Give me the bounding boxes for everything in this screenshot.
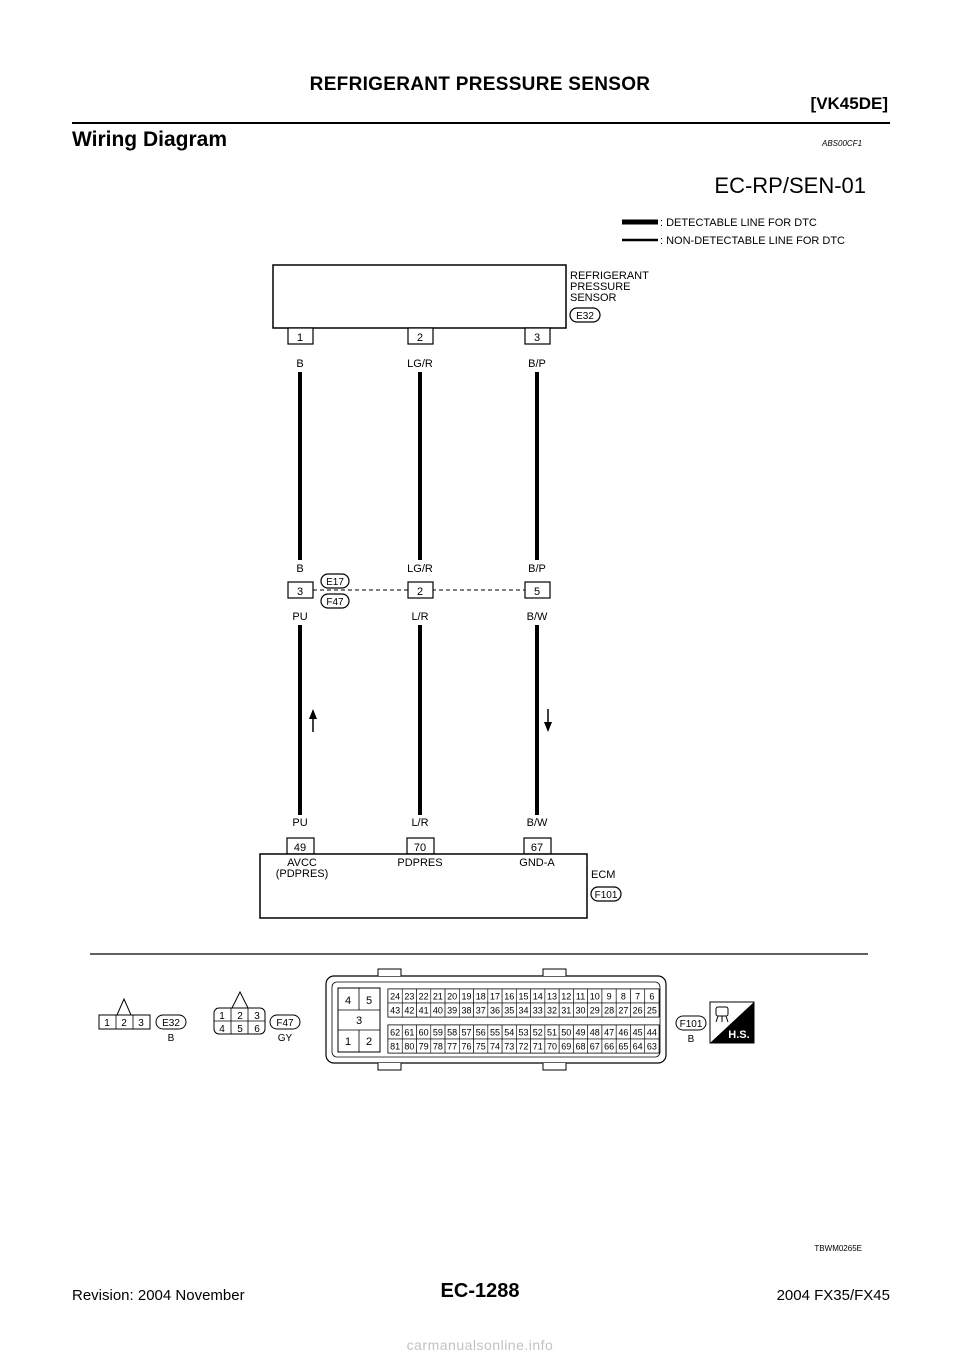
- sensor-connector-id: E32: [576, 311, 594, 322]
- sensor-wire-color-2: LG/R: [407, 358, 433, 370]
- f101-left-pin-5: 5: [365, 995, 373, 1007]
- f101-left-pin-4: 4: [344, 995, 352, 1007]
- ecm-terminal-gnd: GND-A: [519, 857, 555, 869]
- signal-arrow-up-icon: [309, 709, 317, 719]
- f101-pin-label: 44: [646, 1027, 657, 1038]
- junction-connector: [288, 563, 550, 623]
- f101-pin-label: 69: [561, 1041, 572, 1052]
- f101-pin-label: 40: [432, 1005, 443, 1016]
- f101-pin-label: 50: [561, 1027, 572, 1038]
- f101-pin-label: 35: [504, 1005, 515, 1016]
- connector-view-e32: [99, 999, 186, 1044]
- junction-upper-color-2: LG/R: [407, 563, 433, 575]
- f101-pin-label: 13: [547, 991, 558, 1002]
- junction-upper-color-3: B/P: [528, 563, 546, 575]
- junction-connector-bottom: F47: [326, 597, 344, 608]
- legend-detectable-text: : DETECTABLE LINE FOR DTC: [660, 217, 817, 229]
- f101-pin-label: 12: [561, 991, 572, 1002]
- junction-pin-1: 3: [296, 586, 304, 598]
- f101-pin-label: 68: [575, 1041, 586, 1052]
- f101-pin-label: 78: [432, 1041, 443, 1052]
- f101-left-pin-2: 2: [365, 1036, 373, 1048]
- f101-pin-label: 49: [575, 1027, 586, 1038]
- f101-pin-label: 30: [575, 1005, 586, 1016]
- f101-latch-top-right: [543, 969, 566, 976]
- f101-pin-label: 41: [418, 1005, 429, 1016]
- f101-pin-label: 66: [604, 1041, 615, 1052]
- sensor-pin-1: 1: [296, 332, 304, 344]
- junction-lower-color-2: L/R: [411, 611, 429, 623]
- f101-pin-label: 55: [489, 1027, 500, 1038]
- f101-latch-bottom-right: [543, 1063, 566, 1070]
- f47-color: GY: [277, 1033, 293, 1044]
- f101-pin-label: 74: [489, 1041, 500, 1052]
- f101-pin-label: 81: [390, 1041, 401, 1052]
- f47-pin-3: 3: [254, 1011, 260, 1022]
- f101-pin-label: 53: [518, 1027, 529, 1038]
- ecm-pin-3: 67: [530, 842, 544, 854]
- ecm-pin-2: 70: [413, 842, 427, 854]
- connector-view-f47: [214, 992, 300, 1044]
- ecm-terminal-pdpres: PDPRES: [397, 857, 443, 869]
- sensor-name-line-3: SENSOR: [570, 292, 617, 304]
- f101-pin-label: 19: [461, 991, 472, 1002]
- f47-pin-6: 6: [254, 1024, 260, 1035]
- e32-pin-3: 3: [138, 1018, 144, 1029]
- f101-pin-label: 45: [632, 1027, 643, 1038]
- section-title: REFRIGERANT PRESSURE SENSOR: [309, 74, 651, 95]
- f101-pin-label: 80: [404, 1041, 415, 1052]
- f101-pin-label: 36: [489, 1005, 500, 1016]
- watermark: carmanualsonline.info: [406, 1337, 554, 1353]
- f47-pin-5: 5: [237, 1024, 243, 1035]
- ecm-wire-color-2: L/R: [411, 817, 429, 829]
- f101-pin-label: 39: [447, 1005, 458, 1016]
- f101-pin-label: 43: [390, 1005, 401, 1016]
- f101-pin-label: 32: [547, 1005, 558, 1016]
- reference-code: ABS00CF1: [822, 139, 863, 148]
- f101-pin-label: 34: [518, 1005, 529, 1016]
- e32-id: E32: [162, 1018, 180, 1029]
- e32-color: B: [167, 1033, 175, 1044]
- diagram-heading: Wiring Diagram: [72, 128, 227, 151]
- f101-pin-label: 6: [649, 991, 655, 1002]
- ecm-pin-1: 49: [293, 842, 307, 854]
- diagram-code: EC-RP/SEN-01: [714, 173, 866, 198]
- harness-side-badge: [710, 1002, 754, 1043]
- f101-pin-label: 18: [475, 991, 486, 1002]
- ecm-wire-color-3: B/W: [526, 817, 548, 829]
- f101-pin-label: 23: [404, 991, 415, 1002]
- f101-pin-label: 48: [589, 1027, 600, 1038]
- f101-pin-label: 42: [404, 1005, 415, 1016]
- f101-pin-label: 29: [589, 1005, 600, 1016]
- f101-pin-label: 51: [547, 1027, 558, 1038]
- f101-pin-label: 46: [618, 1027, 629, 1038]
- sensor-name-line-2: PRESSURE: [570, 281, 631, 293]
- sensor-pin-3: 3: [533, 332, 541, 344]
- f101-pin-label: 63: [646, 1041, 657, 1052]
- e32-key: [117, 999, 131, 1015]
- f47-key: [232, 992, 248, 1008]
- ecm-module: [260, 817, 621, 918]
- f101-pin-label: 75: [475, 1041, 486, 1052]
- ecm-terminal-avcc-sub: (PDPRES): [275, 868, 329, 880]
- f101-pin-label: 37: [475, 1005, 486, 1016]
- f101-pin-label: 33: [532, 1005, 543, 1016]
- f101-pin-label: 7: [635, 991, 641, 1002]
- sensor-wire-color-3: B/P: [528, 358, 546, 370]
- f47-pin-2: 2: [237, 1011, 243, 1022]
- f101-pin-label: 15: [518, 991, 529, 1002]
- f101-pin-label: 60: [418, 1027, 429, 1038]
- junction-lower-color-1: PU: [292, 611, 308, 623]
- f101-pin-label: 58: [447, 1027, 458, 1038]
- f101-pin-label: 79: [418, 1041, 429, 1052]
- ecm-name: ECM: [591, 869, 616, 881]
- f101-pin-label: 24: [390, 991, 401, 1002]
- f101-pin-label: 64: [632, 1041, 643, 1052]
- signal-arrow-down-icon: [544, 722, 552, 732]
- f101-pin-label: 28: [604, 1005, 615, 1016]
- junction-pin-3: 5: [533, 586, 541, 598]
- f101-pin-label: 20: [447, 991, 458, 1002]
- sensor-box: [273, 265, 566, 328]
- f101-pin-label: 27: [618, 1005, 629, 1016]
- f101-pin-label: 21: [432, 991, 443, 1002]
- refrigerant-pressure-sensor: [273, 265, 649, 370]
- f101-pin-label: 62: [390, 1027, 401, 1038]
- f101-pin-label: 57: [461, 1027, 472, 1038]
- legend: [622, 217, 845, 247]
- connector-view-f101: [326, 969, 706, 1070]
- f101-pin-label: 8: [620, 991, 626, 1002]
- f47-pin-1: 1: [219, 1011, 225, 1022]
- f101-pin-label: 67: [589, 1041, 600, 1052]
- f101-pin-label: 14: [532, 991, 543, 1002]
- f101-color: B: [687, 1034, 695, 1045]
- f101-id: F101: [679, 1019, 703, 1030]
- e32-pin-2: 2: [121, 1018, 127, 1029]
- revision-text: Revision: 2004 November: [72, 1287, 245, 1304]
- f101-latch-bottom-left: [378, 1063, 401, 1070]
- f101-pin-label: 70: [547, 1041, 558, 1052]
- junction-connector-top: E17: [326, 577, 344, 588]
- f101-pin-label: 73: [504, 1041, 515, 1052]
- f101-pin-label: 10: [589, 991, 600, 1002]
- f101-pin-label: 54: [504, 1027, 515, 1038]
- ecm-connector-id: F101: [594, 890, 618, 901]
- f101-pin-label: 72: [518, 1041, 529, 1052]
- f101-pin-label: 31: [561, 1005, 572, 1016]
- junction-upper-color-1: B: [296, 563, 304, 575]
- f101-pin-label: 47: [604, 1027, 615, 1038]
- engine-code: [VK45DE]: [810, 94, 888, 113]
- e32-pin-1: 1: [104, 1018, 110, 1029]
- f47-id: F47: [276, 1018, 294, 1029]
- hs-badge-text: H.S.: [728, 1029, 750, 1041]
- f101-pin-label: 59: [432, 1027, 443, 1038]
- f101-pin-label: 11: [575, 991, 586, 1002]
- upper-wires: [300, 372, 537, 560]
- f101-pin-label: 61: [404, 1027, 415, 1038]
- f101-pin-label: 76: [461, 1041, 472, 1052]
- sensor-pin-2: 2: [416, 332, 424, 344]
- sensor-name-line-1: REFRIGERANT: [570, 270, 649, 282]
- page-number: EC-1288: [440, 1280, 520, 1302]
- f101-pin-label: 77: [447, 1041, 458, 1052]
- f101-pin-label: 22: [418, 991, 429, 1002]
- f101-pin-label: 9: [606, 991, 612, 1002]
- lower-wires: [300, 625, 552, 815]
- ecm-terminal-avcc: AVCC: [287, 857, 317, 869]
- f101-pin-label: 65: [618, 1041, 629, 1052]
- sensor-wire-color-1: B: [296, 358, 304, 370]
- legend-non-detectable-text: : NON-DETECTABLE LINE FOR DTC: [660, 235, 845, 247]
- f101-pin-label: 56: [475, 1027, 486, 1038]
- figure-code: TBWM0265E: [814, 1244, 862, 1253]
- f101-pin-label: 26: [632, 1005, 643, 1016]
- f101-pin-label: 25: [646, 1005, 657, 1016]
- f101-pin-label: 52: [532, 1027, 543, 1038]
- f101-pin-label: 17: [489, 991, 500, 1002]
- f101-latch-top-left: [378, 969, 401, 976]
- f101-pin-label: 38: [461, 1005, 472, 1016]
- f101-left-pin-3: 3: [355, 1015, 363, 1027]
- f101-pin-label: 16: [504, 991, 515, 1002]
- junction-lower-color-3: B/W: [526, 611, 548, 623]
- f101-pin-label: 71: [532, 1041, 543, 1052]
- f101-left-pin-1: 1: [344, 1036, 352, 1048]
- f47-pin-4: 4: [219, 1024, 225, 1035]
- junction-pin-2: 2: [416, 586, 424, 598]
- ecm-wire-color-1: PU: [292, 817, 308, 829]
- model-text: 2004 FX35/FX45: [776, 1287, 890, 1304]
